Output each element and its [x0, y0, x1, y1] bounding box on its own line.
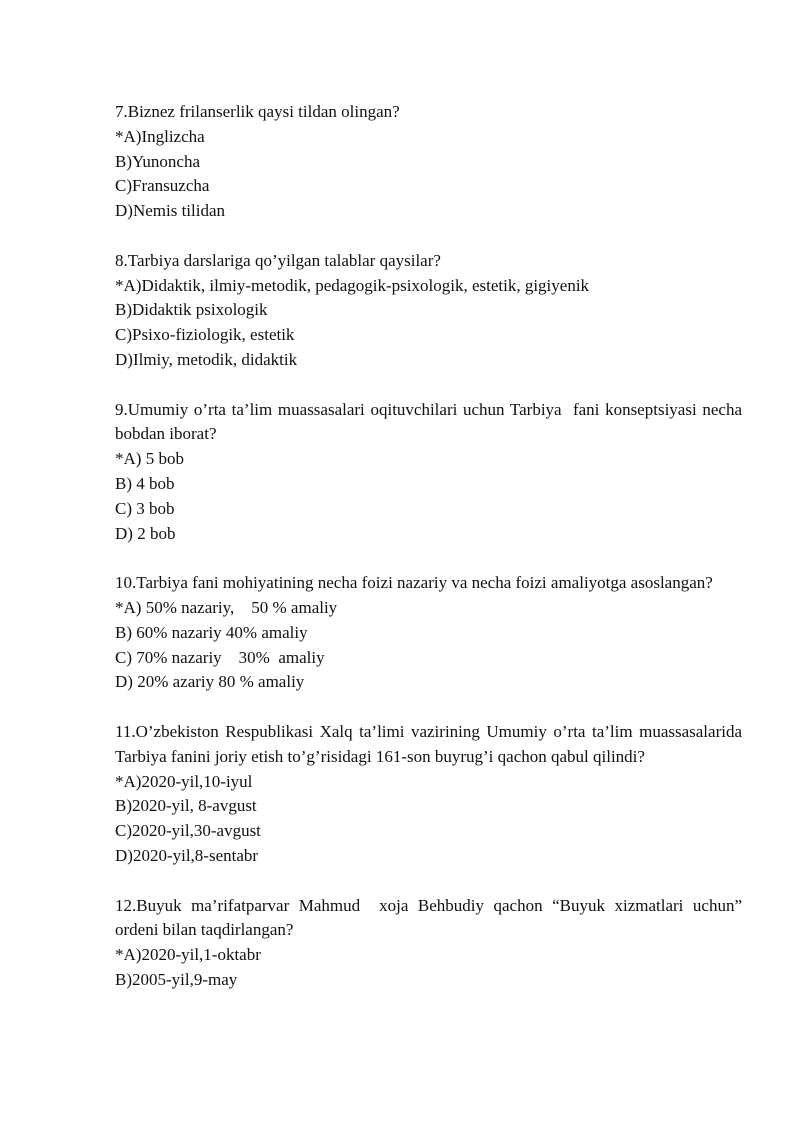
- question-text: 7.Biznez frilanserlik qaysi tildan olingan?: [115, 102, 400, 121]
- question-text: 10.Tarbiya fani mohiyatining necha foizi nazariy va necha foizi amaliyotga asoslangan?: [115, 573, 713, 593]
- question-text: 8.Tarbiya darslariga qo’yilgan talablar qaysilar?: [115, 250, 441, 270]
- question-text: 12.Buyuk ma’rifatparvar Mahmud xoja Behbudiy qachon “Buyuk xizmatlari uchun” ordeni bilan taqdirlangan?: [115, 895, 747, 940]
- answer-option: C)Fransuzcha: [115, 176, 210, 196]
- question-10: [115, 571, 742, 695]
- question-list: [115, 100, 747, 1017]
- answer-option: D)Ilmiy, metodik, didaktik: [115, 349, 298, 369]
- answer-option: D) 2 bob: [115, 523, 176, 543]
- answer-option: *A)Inglizcha: [115, 126, 205, 146]
- answer-option: B)2020-yil, 8-avgust: [115, 796, 257, 816]
- answer-option: *A)Didaktik, ilmiy-metodik, pedagogik-psixologik, estetik, gigiyenik: [115, 275, 590, 295]
- question-text: 9.Umumiy o’rta ta’lim muassasalari oqituvchilari uchun Tarbiya fani konseptsiyasi necha bobdan iborat?: [115, 399, 747, 444]
- answer-option: *A)2020-yil,10-iyul: [115, 771, 253, 791]
- answer-option: D)Nemis tilidan: [115, 201, 226, 221]
- answer-option: D)2020-yil,8-sentabr: [115, 845, 259, 865]
- question-8: [115, 249, 742, 373]
- answer-option: *A) 5 bob: [115, 449, 184, 469]
- answer-option: B)Didaktik psixologik: [115, 300, 268, 320]
- answer-option: B)2005-yil,9-may: [115, 969, 238, 989]
- question-11: [115, 720, 746, 869]
- question-9: [115, 398, 747, 547]
- answer-option: *A) 50% nazariy, 50 % amaliy: [115, 597, 338, 617]
- question-text: 11.O’zbekiston Respublikasi Xalq ta’limi vazirining Umumiy o’rta ta’lim muassasalarida Tarbiya fanini joriy etish to’g’risidagi 161-son buyrug’i qachon qabul qilindi?: [115, 721, 746, 766]
- answer-option: C) 70% nazariy 30% amaliy: [115, 647, 325, 667]
- question-12: [115, 894, 747, 993]
- answer-option: D) 20% azariy 80 % amaliy: [115, 672, 305, 692]
- answer-option: C)Psixo-fiziologik, estetik: [115, 325, 295, 345]
- answer-option: C)2020-yil,30-avgust: [115, 821, 261, 841]
- answer-option: B) 60% nazariy 40% amaliy: [115, 622, 308, 642]
- answer-option: B)Yunoncha: [115, 151, 200, 171]
- answer-option: B) 4 bob: [115, 473, 175, 493]
- answer-option: *A)2020-yil,1-oktabr: [115, 945, 261, 965]
- question-7: [115, 100, 742, 224]
- answer-option: C) 3 bob: [115, 498, 175, 518]
